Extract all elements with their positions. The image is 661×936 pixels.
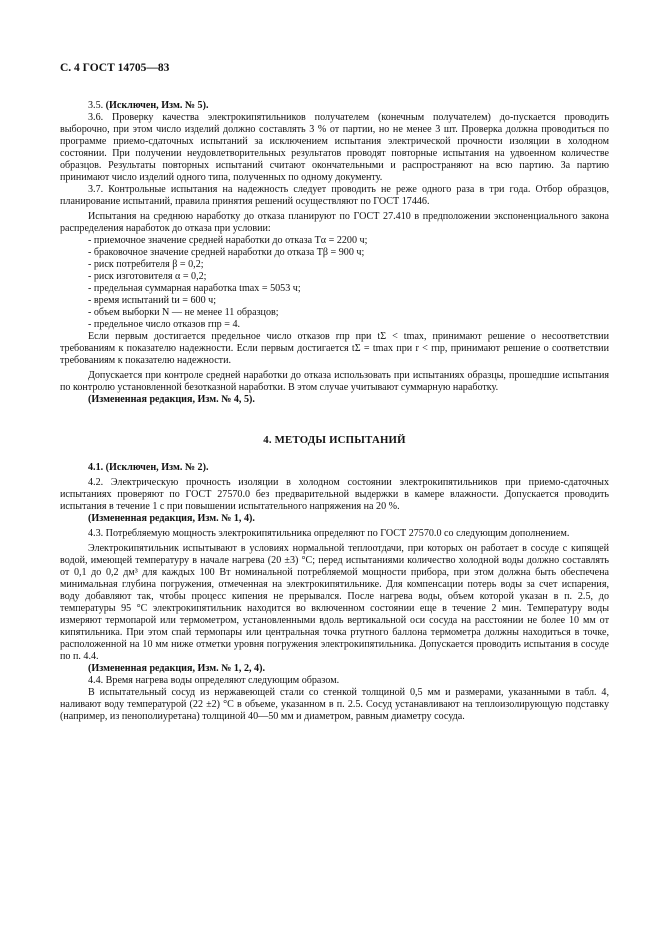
paragraph-text: (Исключен, Изм. № 5). [105,100,209,111]
paragraph: Допускается при контроле средней наработки до отказа использовать при испытаниях образцы, прошедшие испытания по контролю установленной безотказной наработки. В этом случае учитывают суммарную наработку. [60,370,609,393]
running-title: С. 4 ГОСТ 14705—83 [60,62,170,74]
condition-item: - браковочное значение средней наработки до отказа Tβ = 900 ч; [88,247,365,258]
paragraph: Испытания на среднюю наработку до отказа планируют по ГОСТ 27.410 в предположении экспоненциального закона распределения наработок до отказа при условии: [60,211,609,234]
condition-item: - риск потребителя β = 0,2; [88,259,204,270]
paragraph-text: Проверку качества электрокипятильников получателем (конечным получателем) до-пускается проводить выборочно, при этом число изделий должно составлять 3 % от партии, но не менее 3 шт. Проверка должна проводиться по программе приемо-сдаточных испытаний за исключением испытания электрической прочности изоляции в холодном состоянии. При получении неудовлетворительных результатов проводят повторные испытания на удвоенном количестве образцов. Результаты повторных испытаний считают окончательными и распространяют на всю партию. За партию принимают число изделий одного типа, полученных по одному документу. [60,112,609,183]
condition-item: - приемочное значение средней наработки до отказа Tα = 2200 ч; [88,235,368,246]
condition-item: - предельное число отказов rпр = 4. [88,319,241,330]
section-3-continuation [60,100,609,235]
paragraph: 4.3. Потребляемую мощность электрокипятильника определяют по ГОСТ 27570.0 со следующим дополнением. [88,528,570,539]
paragraph [60,112,609,184]
section-heading: 4. МЕТОДЫ ИСПЫТАНИЙ [263,434,406,446]
condition-item: - предельная суммарная наработка tmax = 5053 ч; [88,283,301,294]
paragraph: В испытательный сосуд из нержавеющей стали со стенкой толщиной 0,5 мм и размерами, указанными в табл. 4, наливают воду температурой (22 ±2) °С в объеме, указанном в п. 2.5. Сосуд устанавливают на теплоизолирующую подставку (например, из пенополиуретана) толщиной 40—50 мм и диаметром, равным диаметру сосуда. [60,687,609,722]
condition-item: - объем выборки N — не менее 11 образцов; [88,307,279,318]
paragraph: (Измененная редакция, Изм. № 1, 2, 4). [88,663,265,674]
paragraph: 4.4. Время нагрева воды определяют следующим образом. [88,675,340,686]
paragraph: Если первым достигается предельное число отказов rпр при tΣ < tmax, принимают решение о несоответствии требованиям к показателю надежности. Если первым достигается tΣ = tmax при r < rпр, принимают решение о соответствии требованиям к показателю надежности. [60,331,609,366]
paragraph [60,184,609,208]
document-body [60,100,609,723]
decision-rules [60,331,609,406]
condition-item: - риск изготовителя α = 0,2; [88,271,207,282]
paragraph-text: Контрольные испытания на надежность следует проводить не реже одного раза в три года. Отбор образцов, планирование испытаний, правила принятия решений осуществляют по ГОСТ 17446. [60,184,609,207]
paragraph [60,100,609,112]
paragraph: Электрокипятильник испытывают в условиях нормальной теплоотдачи, при которых он работает в сосуде с кипящей водой, имеющей температуру в начале нагрева (20 ±3) °С; перед испытаниями количество холодной воды должно составлять от 0,1 до 0,2 дм³ для каждых 100 Вт номинальной потребляемой мощности прибора, при этом должна быть обеспечена минимальная глубина погружения, отмеченная на электрокипятильнике. Для компенсации потерь воды за счет испарения, воду добавляют так, чтобы процесс кипения не прерывался. После нагрева воды, объем которой указан в п. 2.5, до температуры 95 °С электрокипятильник находится во включенном состоянии еще в течение 2 мин. Температуру воды измеряют термопарой или термометром, установленными вдоль вертикальной оси сосуда на расстоянии не более 10 мм от кипятильника. При этом спай термопары или центральная точка ртутного баллона термометра должны находиться в точке, расположенной на 10 мм ниже отметки уровня погружения электрокипятильника. Допускается проводить испытания в сосуде по п. 4.4. [60,543,609,662]
paragraph-number: 3.7. [88,184,104,195]
paragraph-number: 3.6. [88,112,104,123]
paragraph: 4.1. (Исключен, Изм. № 2). [88,462,209,473]
paragraph: 4.2. Электрическую прочность изоляции в холодном состоянии электрокипятильников при приемо-сдаточных испытаниях проверяют по ГОСТ 27570.0 без предварительной выдержки в камере влажности. Допускается проводить испытания в течение 1 с при повышении испытательного напряжения на 20 %. [60,477,609,512]
condition-item: - время испытаний tи = 600 ч; [88,295,217,306]
section-4-body [60,462,609,723]
test-conditions-list [60,235,609,331]
paragraph-number: 3.5. [88,100,104,111]
paragraph: (Измененная редакция, Изм. № 1, 4). [88,513,255,524]
paragraph: (Измененная редакция, Изм. № 4, 5). [88,394,255,405]
